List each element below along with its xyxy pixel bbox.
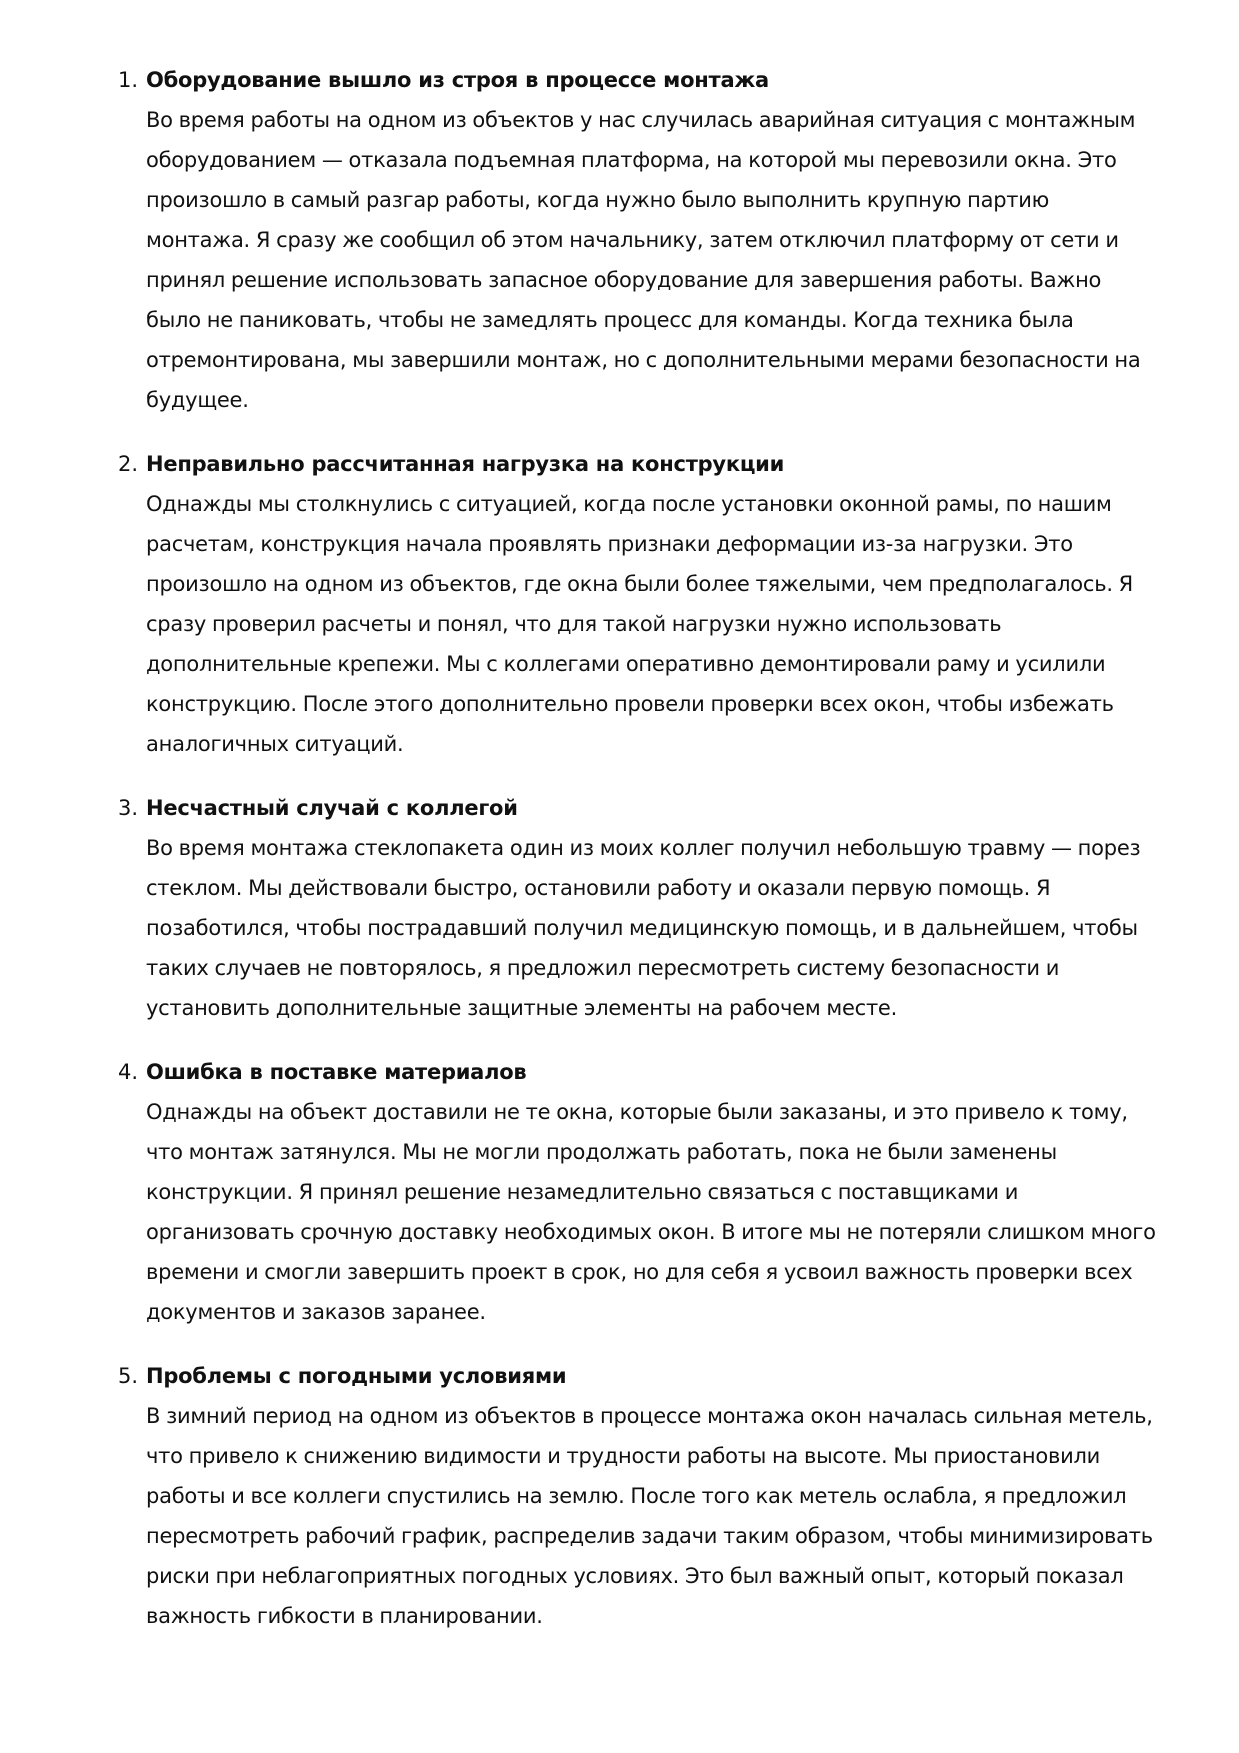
item-body: Однажды на объект доставили не те окна, которые были заказаны, и это привело к тому, что монтаж затянулся. Мы не могли продолжать работать, пока не были заменены конструкции. Я принял решение незамедлительно связаться с поставщиками и организовать срочную доставку необходимых окон. В итоге мы не потеряли слишком много времени и смогли завершить проект в срок, но для себя я усвоил важность проверки всех документов и заказов заранее. — [146, 1100, 1156, 1324]
list-item — [118, 1356, 1158, 1636]
item-title: Ошибка в поставке материалов — [146, 1060, 527, 1084]
list-item — [118, 444, 1158, 764]
item-body: Во время работы на одном из объектов у нас случилась аварийная ситуация с монтажным оборудованием — отказала подъемная платформа, на которой мы перевозили окна. Это произошло в самый разгар работы, когда нужно было выполнить крупную партию монтажа. Я сразу же сообщил об этом начальнику, затем отключил платформу от сети и принял решение использовать запасное оборудование для завершения работы. Важно было не паниковать, чтобы не замедлять процесс для команды. Когда техника была отремонтирована, мы завершили монтаж, но с дополнительными мерами безопасности на будущее. — [146, 108, 1141, 412]
item-number: 3. — [118, 796, 139, 820]
list-item — [118, 1052, 1158, 1332]
item-number: 2. — [118, 452, 139, 476]
item-number: 5. — [118, 1364, 139, 1388]
item-title: Неправильно рассчитанная нагрузка на конструкции — [146, 452, 785, 476]
item-title: Оборудование вышло из строя в процессе монтажа — [146, 68, 769, 92]
list-item — [118, 788, 1158, 1028]
item-body: В зимний период на одном из объектов в процессе монтажа окон началась сильная метель, что привело к снижению видимости и трудности работы на высоте. Мы приостановили работы и все коллеги спустились на землю. После того как метель ослабла, я предложил пересмотреть рабочий график, распределив задачи таким образом, чтобы минимизировать риски при неблагоприятных погодных условиях. Это был важный опыт, который показал важность гибкости в планировании. — [146, 1404, 1153, 1628]
item-title: Проблемы с погодными условиями — [146, 1364, 567, 1388]
list-item — [118, 60, 1158, 420]
item-title: Несчастный случай с коллегой — [146, 796, 518, 820]
item-body: Однажды мы столкнулись с ситуацией, когда после установки оконной рамы, по нашим расчетам, конструкция начала проявлять признаки деформации из-за нагрузки. Это произошло на одном из объектов, где окна были более тяжелыми, чем предполагалось. Я сразу проверил расчеты и понял, что для такой нагрузки нужно использовать дополнительные крепежи. Мы с коллегами оперативно демонтировали раму и усилили конструкцию. После этого дополнительно провели проверки всех окон, чтобы избежать аналогичных ситуаций. — [146, 492, 1134, 756]
numbered-list — [118, 60, 1158, 1660]
item-number: 1. — [118, 68, 139, 92]
item-number: 4. — [118, 1060, 139, 1084]
item-body: Во время монтажа стеклопакета один из моих коллег получил небольшую травму — порез стеклом. Мы действовали быстро, остановили работу и оказали первую помощь. Я позаботился, чтобы пострадавший получил медицинскую помощь, и в дальнейшем, чтобы таких случаев не повторялось, я предложил пересмотреть систему безопасности и установить дополнительные защитные элементы на рабочем месте. — [146, 836, 1141, 1020]
